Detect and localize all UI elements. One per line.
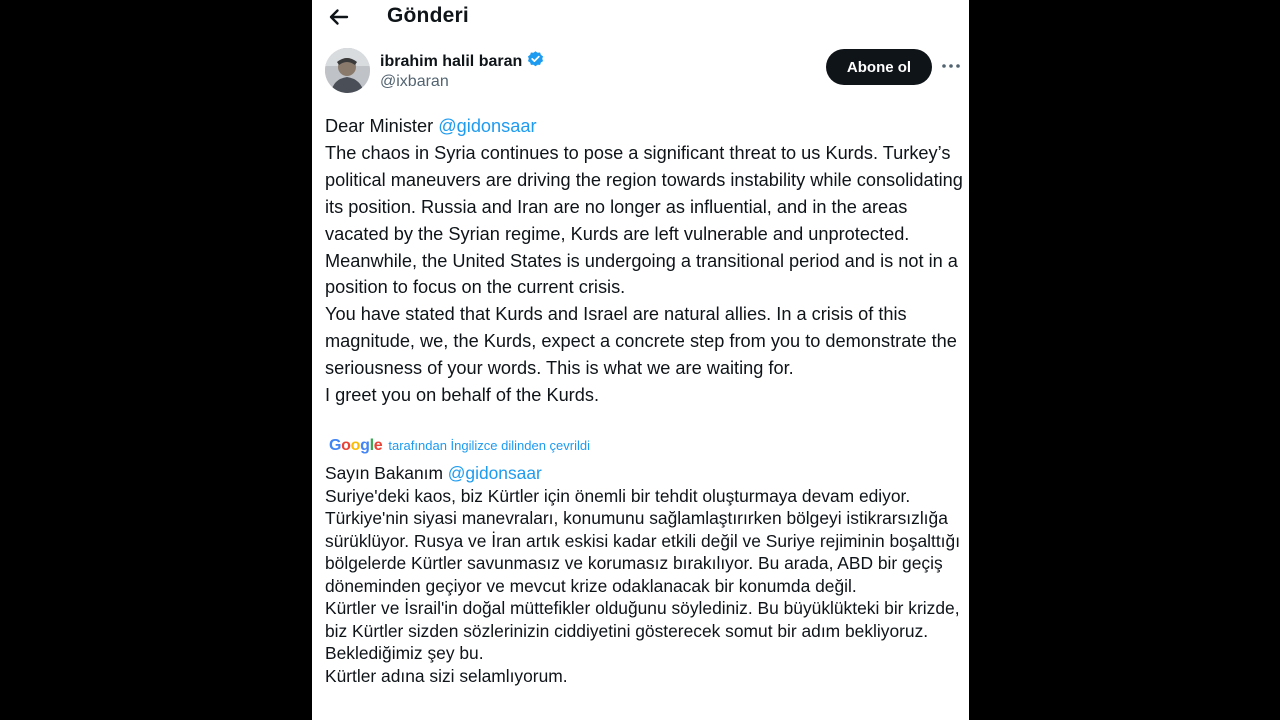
translation-label[interactable]: tarafından İngilizce dilinden çevrildi	[388, 438, 590, 453]
author-handle[interactable]: @ixbaran	[380, 73, 449, 90]
translated-greeting: Sayın Bakanım	[325, 463, 448, 483]
translated-body	[325, 462, 965, 687]
top-bar	[312, 0, 969, 36]
translated-paragraph: Kürtler adına sizi selamlıyorum.	[325, 665, 568, 686]
post-panel	[312, 0, 969, 720]
tweet-body	[325, 113, 965, 409]
translated-paragraph: Kürtler ve İsrail'in doğal müttefikler olduğunu söylediniz. Bu büyüklükteki bir krizde, biz Kürtler sizden sözlerinizin ciddiyetini gösterecek somut bir adım bekliyoruz. Beklediğimiz şey bu.	[325, 598, 960, 663]
mention-link[interactable]: @gidonsaar	[438, 116, 537, 136]
more-horizontal-icon[interactable]	[940, 54, 962, 78]
translated-mention-link[interactable]: @gidonsaar	[447, 463, 542, 483]
tweet-greeting-line	[325, 113, 965, 140]
author-name-row[interactable]	[380, 50, 545, 74]
tweet-paragraph: You have stated that Kurds and Israel are natural allies. In a crisis of this magnitude, we, the Kurds, expect a concrete step from you to demonstrate the seriousness of your words. This is what we are waiting for.	[325, 304, 957, 379]
tweet-greeting: Dear Minister	[325, 116, 439, 136]
verified-badge-icon	[526, 50, 545, 74]
tweet-paragraph: The chaos in Syria continues to pose a significant threat to us Kurds. Turkey’s political maneuvers are driving the region towards instability while consolidating its position. Russia and Iran are no longer as influential, and in the areas vacated by the Syrian regime, Kurds are left vulnerable and unprotected. Meanwhile, the United States is undergoing a transitional period and is not in a position to focus on the current crisis.	[325, 142, 963, 298]
google-logo: Google	[329, 437, 383, 454]
translation-notice[interactable]	[329, 437, 590, 457]
avatar[interactable]	[325, 48, 370, 93]
arrow-left-icon[interactable]	[326, 4, 352, 30]
tweet-paragraph: I greet you on behalf of the Kurds.	[325, 385, 600, 406]
page-title: Gönderi	[387, 4, 469, 27]
translated-greeting-line	[325, 462, 965, 485]
author-name[interactable]: ibrahim halil baran	[380, 53, 523, 70]
follow-button[interactable]: Abone ol	[826, 49, 932, 85]
translated-paragraph: Suriye'deki kaos, biz Kürtler için önemli bir tehdit oluşturmaya devam ediyor. Türkiye'nin siyasi manevraları, konumunu sağlamlaştırırken bölgeyi istikrarsızlığa sürüklüyor. Rusya ve İran artık eskisi kadar etkili değil ve Suriye rejiminin boşalttığı bölgelerde Kürtler savunmasız ve korumasız bırakılıyor. Bu arada, ABD bir geçiş döneminden geçiyor ve mevcut krize odaklanacak bir konumda değil.	[325, 485, 961, 596]
